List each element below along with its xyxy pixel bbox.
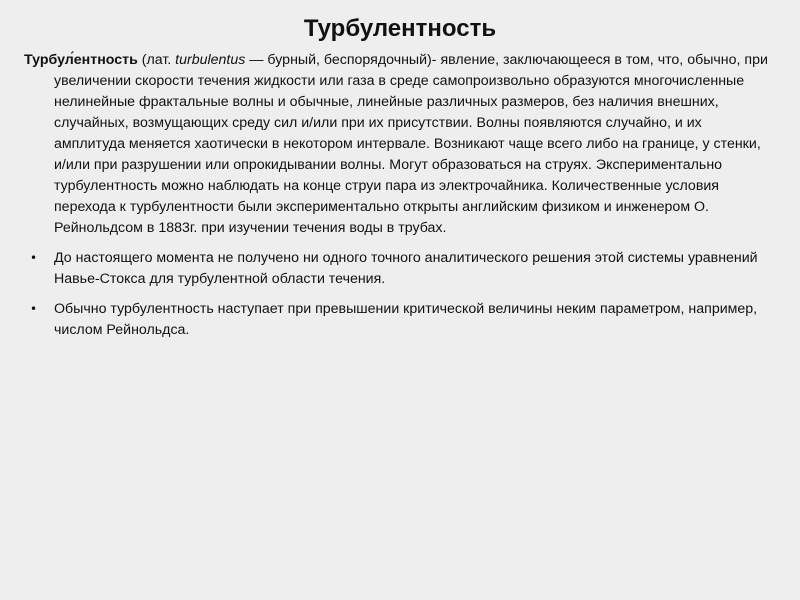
- bullet-icon: •: [30, 302, 38, 316]
- slide-title: Турбулентность: [303, 15, 497, 42]
- latin-prefix: (лат.: [137, 52, 176, 68]
- bullet-paragraph-1: [24, 248, 776, 290]
- bullet-paragraph-2: [24, 299, 776, 341]
- bullet-text-2: Обычно турбулентность наступает при превышении критической величины неким параметром, например, числом Рейнольдса.: [54, 301, 758, 338]
- bullet-icon: •: [30, 251, 38, 265]
- definition-text: — бурный, беспорядочный)- явление, заключающееся в том, что, обычно, при увеличении скорости течения жидкости или газа в среде самопроизвольно образуются многочисленные нелинейные фрактальные волны и обычные, линейные различных размеров, без наличия внешних, случайных, возмущающих среду сил и/или при их присутствии. Волны появляются случайно, и их амплитуда меняется хаотически в некотором интервале. Возникают чаще всего либо на границе, у стенки, и/или при разрушении или опрокидывании волны. Могут образоваться на струях. Экспериментально турбулентность можно наблюдать на конце струи пара из электрочайника. Количественные условия перехода к турбулентности были экспериментально открыты английским физиком и инженером О. Рейнольдсом в 1883г. при изучении течения воды в трубах.: [54, 52, 768, 236]
- definition-paragraph: [24, 50, 776, 239]
- slide-content: [24, 50, 776, 350]
- latin-word: turbulentus: [175, 52, 246, 68]
- term-heading: Турбул́ентность: [24, 52, 138, 68]
- bullet-text-1: До настоящего момента не получено ни одного точного аналитического решения этой системы уравнений Навье-Стокса для турбулентной области течения.: [54, 250, 758, 287]
